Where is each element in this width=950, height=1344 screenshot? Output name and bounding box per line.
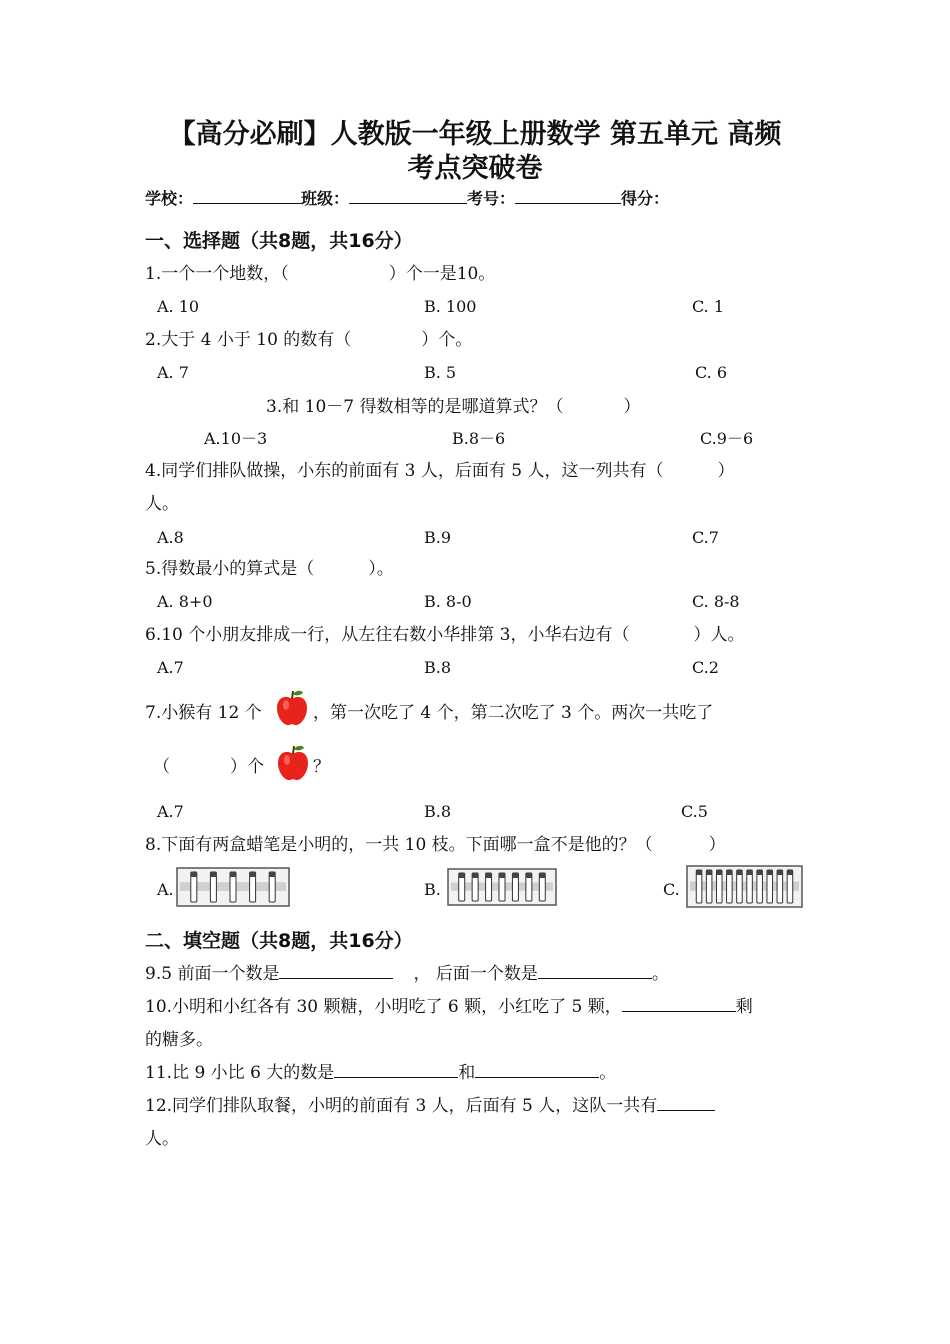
q2-option-b[interactable]: B. 5 — [424, 363, 457, 382]
crayon — [787, 870, 793, 903]
crayon — [727, 870, 733, 903]
question-6: 6.10 个小朋友排成一行，从左往右数小华排第 3，小华右边有（ ）人。 — [145, 625, 745, 645]
crayon — [696, 870, 702, 903]
q12-blank[interactable] — [657, 1096, 715, 1111]
q3-option-a[interactable]: A.10－3 — [204, 429, 268, 448]
question-11: 11.比 9 小比 6 大的数是 和 。 — [145, 1063, 617, 1083]
question-1: 1.一个一个地数，（ ）个一是10。 — [145, 264, 496, 284]
section1-heading: 一、选择题（共8题，共16分） — [145, 230, 413, 252]
crayon — [747, 870, 753, 903]
q1-option-b[interactable]: B. 100 — [424, 297, 477, 316]
q9-blank-1[interactable] — [279, 964, 393, 979]
crayon-box-b[interactable] — [447, 868, 557, 906]
q8-option-c[interactable]: C. — [663, 880, 680, 899]
crayon — [539, 873, 545, 901]
q5-option-a[interactable]: A. 8+0 — [157, 592, 213, 611]
q7-option-b[interactable]: B.8 — [424, 802, 452, 821]
crayon — [767, 870, 773, 903]
school-label: 学校： — [145, 189, 194, 208]
question-7-line2: （ ）个 — [153, 757, 264, 777]
q4-option-c[interactable]: C.7 — [692, 528, 719, 547]
info-line — [145, 186, 669, 209]
q3-option-c[interactable]: C.9－6 — [700, 429, 754, 448]
question-9: 9.5 前面一个数是 ， 后面一个数是 。 — [145, 964, 669, 984]
crayon — [777, 870, 783, 903]
question-12-line2: 人。 — [145, 1129, 179, 1149]
question-4-line2: 人。 — [145, 494, 179, 514]
q1-option-a[interactable]: A. 10 — [157, 297, 200, 316]
page-title-line2: 考点突破卷 — [407, 153, 543, 184]
q2-option-a[interactable]: A. 7 — [157, 363, 189, 382]
q10-blank[interactable] — [622, 997, 736, 1012]
question-4: 4.同学们排队做操，小东的前面有 3 人，后面有 5 人，这一列共有（ ） — [145, 461, 735, 481]
question-7-part1: 7.小猴有 12 个 — [145, 703, 262, 723]
q4-option-a[interactable]: A.8 — [157, 528, 184, 547]
question-8: 8.下面有两盒蜡笔是小明的，一共 10 枝。下面哪一盒不是他的？（ ） — [145, 835, 726, 855]
q5-option-b[interactable]: B. 8-0 — [424, 592, 472, 611]
q5-option-c[interactable]: C. 8-8 — [692, 592, 740, 611]
school-blank[interactable] — [193, 189, 301, 204]
q8-option-a[interactable]: A. — [157, 880, 174, 899]
q6-option-b[interactable]: B.8 — [424, 658, 452, 677]
class-label: 班级： — [301, 189, 350, 208]
number-label: 考号： — [467, 189, 516, 208]
crayon — [757, 870, 763, 903]
question-7-part2: ，第一次吃了 4 个，第二次吃了 3 个。两次一共吃了 — [313, 703, 714, 723]
section2-heading: 二、填空题（共8题，共16分） — [145, 930, 413, 952]
score-label: 得分： — [621, 189, 670, 208]
crayon — [191, 872, 197, 902]
number-blank[interactable] — [515, 189, 621, 204]
crayon — [499, 873, 505, 901]
q3-option-b[interactable]: B.8－6 — [452, 429, 506, 448]
q11-blank-2[interactable] — [475, 1063, 599, 1078]
crayon — [706, 870, 712, 903]
crayon — [716, 870, 722, 903]
class-blank[interactable] — [349, 189, 467, 204]
crayon — [486, 873, 492, 901]
q9-blank-2[interactable] — [538, 964, 652, 979]
q1-option-c[interactable]: C. 1 — [692, 297, 725, 316]
crayon — [512, 873, 518, 901]
crayon — [526, 873, 532, 901]
apple-icon — [275, 689, 309, 727]
crayon — [459, 873, 465, 901]
crayon — [472, 873, 478, 901]
crayon-box-a[interactable] — [176, 867, 290, 907]
q6-option-a[interactable]: A.7 — [157, 658, 184, 677]
q7-option-c[interactable]: C.5 — [681, 802, 708, 821]
q7-option-a[interactable]: A.7 — [157, 802, 184, 821]
q8-option-b[interactable]: B. — [424, 880, 441, 899]
crayon — [250, 872, 256, 902]
question-7-end: ？ — [313, 757, 330, 777]
crayon — [269, 872, 275, 902]
question-12: 12.同学们排队取餐，小明的前面有 3 人，后面有 5 人，这队一共有 — [145, 1094, 715, 1118]
question-3: 3.和 10－7 得数相等的是哪道算式？（ ） — [266, 397, 641, 417]
q11-blank-1[interactable] — [334, 1063, 458, 1078]
q6-option-c[interactable]: C.2 — [692, 658, 719, 677]
q2-option-c[interactable]: C. 6 — [695, 363, 728, 382]
apple-icon — [276, 744, 310, 782]
question-5: 5.得数最小的算式是（ ）。 — [145, 559, 394, 579]
crayon — [230, 872, 236, 902]
question-2: 2.大于 4 小于 10 的数有（ ）个。 — [145, 330, 473, 350]
page-title-line1: 【高分必刷】人教版一年级上册数学 第五单元 高频 — [168, 119, 782, 150]
question-10-line2: 的糖多。 — [145, 1030, 213, 1050]
question-10: 10.小明和小红各有 30 颗糖，小明吃了 6 颗，小红吃了 5 颗， 剩 — [145, 997, 753, 1017]
crayon-box-c[interactable] — [686, 865, 803, 908]
crayon — [210, 872, 216, 902]
crayon — [737, 870, 743, 903]
q4-option-b[interactable]: B.9 — [424, 528, 452, 547]
